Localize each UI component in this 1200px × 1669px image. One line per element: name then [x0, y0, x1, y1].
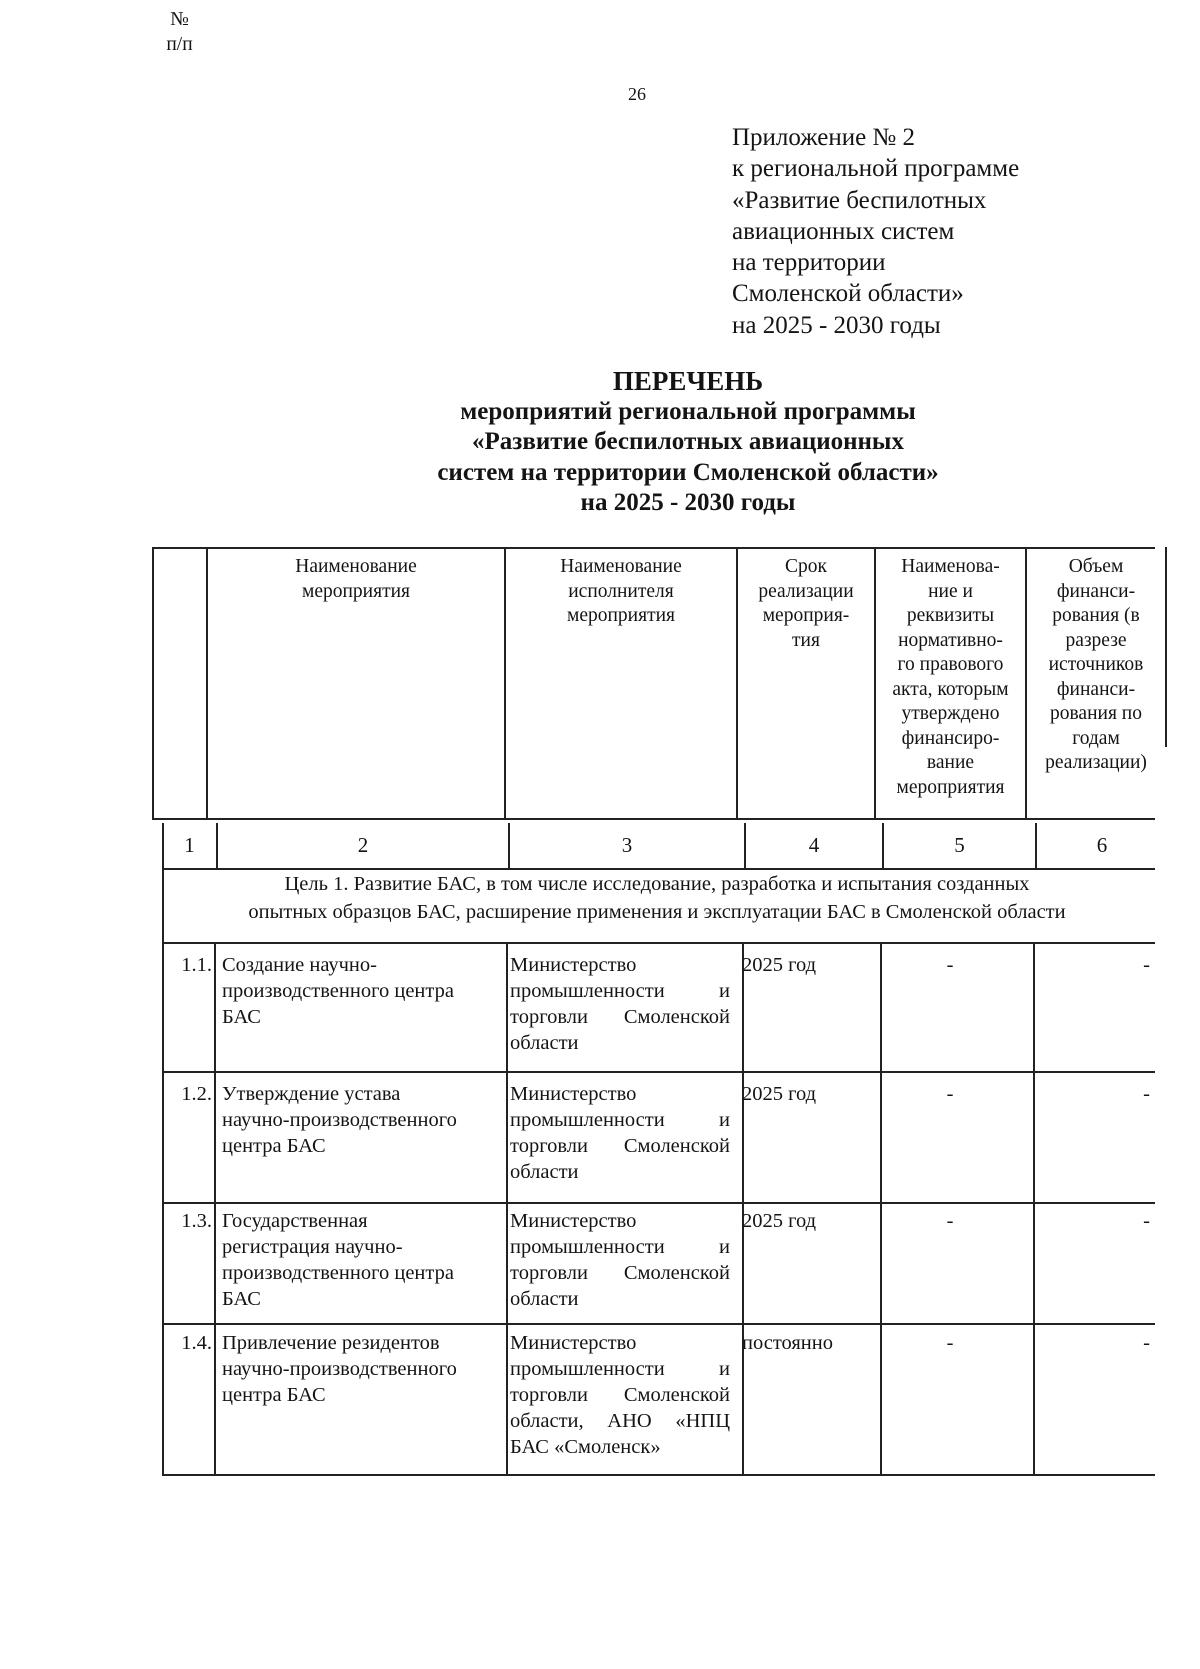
table-border	[162, 1202, 1155, 1204]
executor-line: БАС «Смоленск»	[510, 1436, 661, 1458]
event-name-line: центра БАС	[222, 1135, 326, 1157]
table-border	[1165, 547, 1167, 747]
header-line: источников	[1048, 654, 1144, 675]
column-number: 3	[621, 833, 633, 857]
executor-line: Министерство	[510, 954, 637, 976]
row-number: 1.2.	[181, 1083, 212, 1105]
appendix-line: авиационных систем	[732, 217, 955, 245]
page-number: 26	[628, 84, 646, 104]
table-border	[162, 1474, 1155, 1476]
event-name-line: Привлечение резидентов	[222, 1332, 440, 1354]
header-line: вание	[926, 752, 975, 773]
term: 2025 год	[742, 1210, 817, 1232]
title-line: на 2025 - 2030 годы	[580, 489, 796, 516]
header-line: реализации	[758, 580, 854, 602]
header-line: Наименование	[295, 556, 417, 577]
executor-line: Министерство	[510, 1332, 637, 1354]
term: 2025 год	[742, 954, 817, 976]
title-line: «Развитие беспилотных авиационных	[472, 428, 904, 455]
column-number: 5	[954, 833, 965, 857]
header-line: п/п	[166, 33, 193, 55]
header-line: мероприятия	[896, 776, 1005, 798]
table-border	[162, 1323, 1155, 1325]
financing: -	[1143, 1083, 1150, 1105]
header-line: финанси-	[1056, 580, 1136, 602]
table-border	[162, 942, 1155, 944]
header-line: Срок	[785, 556, 827, 577]
event-name-line: научно-производственного	[222, 1109, 457, 1131]
executor-line: торговли Смоленской	[510, 1006, 730, 1028]
header-line: мероприятия	[566, 605, 675, 626]
goal-row	[162, 870, 1152, 926]
appendix-line: Приложение № 2	[732, 124, 916, 151]
legal-act: -	[946, 1332, 954, 1354]
appendix-note	[732, 122, 1019, 341]
legal-act: -	[946, 1210, 954, 1232]
event-name-line: научно-производственного	[222, 1358, 457, 1380]
column-number: 1	[184, 833, 195, 857]
header-cell-legal-act	[876, 547, 1025, 817]
header-line: годам	[1072, 727, 1120, 749]
title-main: ПЕРЕЧЕНЬ	[612, 366, 764, 396]
table-border	[152, 547, 154, 820]
executor-line: торговли Смоленской	[510, 1384, 730, 1406]
header-line: Наименование	[560, 556, 682, 577]
financing: -	[1143, 1210, 1150, 1232]
header-line: мероприятия	[301, 580, 410, 602]
appendix-line: Смоленской области»	[732, 280, 964, 308]
executor	[510, 1081, 730, 1185]
legal-act: -	[946, 954, 954, 976]
table-border	[162, 1071, 1155, 1073]
goal-line: Цель 1. Развитие БАС, в том числе исследование, разработка и испытания созданных	[284, 873, 1030, 895]
header-cell-executor	[506, 547, 736, 817]
event-name-line: центра БАС	[222, 1384, 326, 1406]
term: постоянно	[742, 1332, 833, 1354]
financing: -	[1143, 1332, 1150, 1354]
header-line: мероприя-	[762, 605, 850, 626]
executor-line: Министерство	[510, 1083, 637, 1105]
row-number: 1.3.	[181, 1210, 212, 1232]
event-name	[222, 1081, 492, 1159]
table-border	[214, 942, 216, 1475]
executor-line: торговли Смоленской	[510, 1135, 730, 1157]
header-line: го правового	[897, 654, 1004, 675]
header-line: финансиро-	[901, 727, 1000, 749]
header-line: нормативно-	[898, 629, 1003, 651]
goal-line: опытных образцов БАС, расширение применения и эксплуатации БАС в Смоленской области	[248, 901, 1066, 923]
executor-line: торговли Смоленской	[510, 1262, 730, 1284]
header-line: финанси-	[1056, 678, 1136, 700]
event-name-line: производственного центра	[222, 1262, 454, 1284]
header-line: рования по	[1049, 703, 1142, 724]
event-name-line: Утверждение устава	[222, 1083, 401, 1105]
appendix-line: «Развитие беспилотных	[732, 186, 987, 214]
header-line: ние и	[928, 580, 973, 602]
executor-line: области	[510, 1288, 579, 1310]
executor-line: Министерство	[510, 1210, 637, 1232]
header-line: акта, которым	[892, 678, 1009, 700]
executor-line: промышленности и	[510, 1358, 730, 1380]
executor-line: промышленности и	[510, 980, 730, 1002]
header-cell-number	[153, 0, 206, 270]
document-title	[0, 366, 1200, 519]
event-name-line: Государственная	[222, 1210, 368, 1232]
title-line: мероприятий региональной программы	[460, 397, 916, 425]
event-name	[222, 1330, 492, 1408]
column-number: 6	[1096, 833, 1108, 857]
appendix-line: на 2025 - 2030 годы	[732, 311, 941, 339]
header-line: разрезе	[1065, 629, 1127, 651]
executor-line: области	[510, 1161, 579, 1183]
term: 2025 год	[742, 1083, 817, 1105]
header-line: Объем	[1068, 556, 1124, 577]
event-name-line: производственного центра	[222, 980, 454, 1002]
header-line: №	[170, 9, 189, 30]
executor-line: области	[510, 1032, 579, 1054]
event-name	[222, 952, 492, 1030]
header-line: реализации)	[1045, 752, 1147, 773]
event-name-line: БАС	[222, 1288, 261, 1310]
event-name-line: регистрация научно-	[222, 1236, 403, 1258]
header-cell-term	[738, 547, 874, 817]
executor-line: области, АНО «НПЦ	[510, 1410, 730, 1432]
executor	[510, 1330, 730, 1460]
header-line: исполнителя	[568, 580, 674, 602]
event-name-line: БАС	[222, 1006, 261, 1028]
event-name	[222, 1208, 492, 1312]
header-line: тия	[792, 629, 820, 651]
column-number: 2	[357, 833, 369, 857]
event-name-line: Создание научно-	[222, 954, 377, 976]
executor-line: промышленности и	[510, 1109, 730, 1131]
executor	[510, 1208, 730, 1312]
title-line: систем на территории Смоленской области»	[437, 458, 939, 486]
legal-act: -	[946, 1083, 954, 1105]
row-number: 1.4.	[181, 1332, 212, 1354]
executor-line: промышленности и	[510, 1236, 730, 1258]
header-cell-financing	[1027, 547, 1165, 817]
table-border	[506, 942, 508, 1475]
column-number: 4	[808, 833, 820, 857]
header-line: Наименова-	[901, 556, 1000, 577]
row-number: 1.1.	[181, 954, 212, 976]
executor	[510, 952, 730, 1056]
appendix-line: на территории	[732, 249, 886, 277]
header-cell-event-name	[208, 547, 504, 817]
appendix-line: к региональной программе	[732, 155, 1020, 183]
header-line: реквизиты	[906, 605, 995, 626]
header-line: утверждено	[901, 703, 1000, 724]
header-line: рования (в	[1052, 605, 1140, 626]
financing: -	[1143, 954, 1150, 976]
table-border	[152, 818, 1155, 820]
